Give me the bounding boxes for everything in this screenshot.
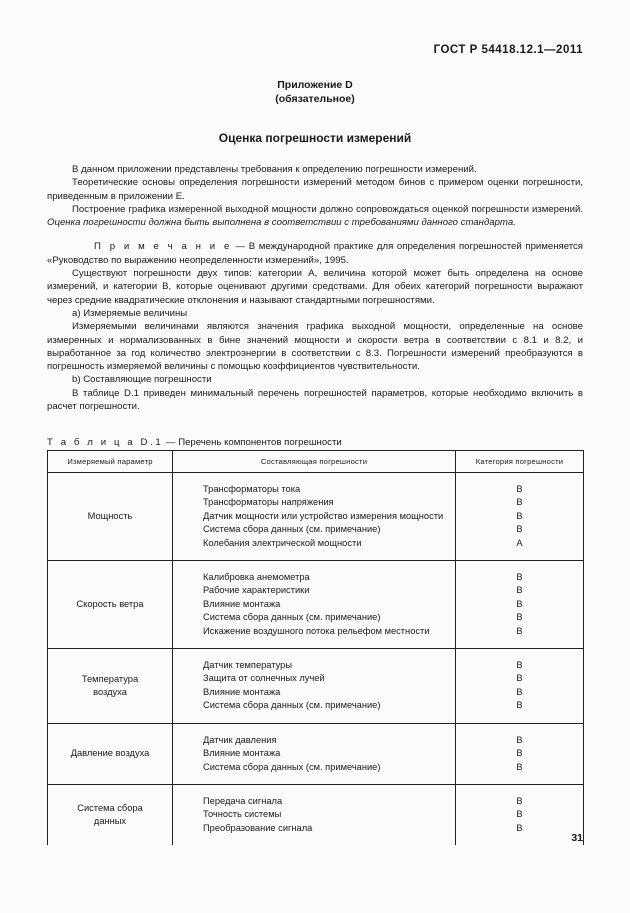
cell-components: [173, 649, 456, 724]
parameter-line: Температура: [81, 673, 139, 684]
paragraph-1: В данном приложении представлены требования к определению погрешности измерений.: [72, 164, 477, 175]
parameter-line: Мощность: [87, 511, 133, 522]
cell-parameter: [48, 784, 173, 845]
note-label: П р и м е ч а н и е: [94, 241, 232, 253]
category-line: B: [516, 497, 523, 508]
category-line: B: [516, 625, 523, 636]
category-line: B: [516, 598, 523, 609]
table-body: [48, 473, 584, 846]
category-line: B: [516, 761, 523, 772]
component-line: Передача сигнала: [203, 795, 283, 806]
cell-components: [173, 473, 456, 561]
column-header-category: Категория погрешности: [456, 451, 584, 473]
category-line: B: [516, 809, 523, 820]
table-row: [48, 473, 584, 561]
table-caption-label: Т а б л и ц а D.1: [47, 437, 164, 448]
note-paragraph: [47, 240, 583, 267]
category-line: B: [516, 822, 523, 833]
paragraph-7-list-b: b) Составляющие погрешности: [72, 374, 212, 386]
page-content: [47, 0, 583, 913]
category-line: B: [516, 572, 523, 583]
table-header-row: [48, 451, 584, 473]
component-line: Влияние монтажа: [203, 748, 281, 759]
cell-categories: [456, 649, 584, 724]
component-line: Колебания электрической мощности: [203, 537, 362, 548]
table-row: [48, 561, 584, 649]
appendix-title: Приложение D: [277, 79, 353, 91]
parameter-line: данных: [93, 816, 127, 827]
component-line: Влияние монтажа: [203, 598, 281, 609]
cell-components: [173, 561, 456, 649]
table-caption: [47, 437, 342, 448]
component-line: Калибровка анемометра: [203, 572, 310, 583]
table-caption-text: — Перечень компонентов погрешности: [163, 437, 342, 448]
paragraph-3-italic: Оценка погрешности должна быть выполнена в соответствии с требованиями данного стандарта.: [47, 217, 516, 229]
category-line: B: [516, 510, 523, 521]
component-line: Система сбора данных (см. примечание): [203, 700, 381, 711]
cell-categories: [456, 473, 584, 561]
component-line: Система сбора данных (см. примечание): [203, 612, 381, 623]
component-line: Система сбора данных (см. примечание): [203, 524, 381, 535]
column-header-component: Составляющая погрешности: [173, 451, 456, 473]
note-text: — В международной практике для определения погрешностей применяется «Руководство по выражению неопределенности измерений», 1995.: [47, 241, 583, 266]
component-line: Датчик давления: [203, 734, 277, 745]
category-line: B: [516, 734, 523, 745]
column-header-parameter: Измеряемый параметр: [48, 451, 173, 473]
paragraph-6: Измеряемыми величинами являются значения графика выходной мощности, определенные на основе измеренных и нормализованных в бине значений мощности и скорости ветра в соответствии с 8.1 и 8.2, и выработанное за год количество электроэнергии в соответствии с 8.3. Погрешности измерений преобразуются в погрешность измеряемой величины с помощью коэффициентов чувствительности.: [47, 321, 583, 373]
component-line: Рабочие характеристики: [203, 585, 310, 596]
cell-categories: [456, 561, 584, 649]
category-line: B: [516, 686, 523, 697]
parameter-line: Давление воздуха: [70, 748, 150, 759]
table-row: [48, 649, 584, 724]
cell-parameter: [48, 723, 173, 784]
standard-id-header: ГОСТ Р 54418.12.1—2011: [433, 44, 583, 56]
paragraph-3-plain: Построение графика измеренной выходной мощности должно сопровождаться оценкой погрешности измерений.: [72, 203, 583, 215]
cell-components: [173, 723, 456, 784]
component-line: Трансформаторы напряжения: [203, 497, 334, 508]
component-line: Система сбора данных (см. примечание): [203, 761, 381, 772]
cell-parameter: [48, 561, 173, 649]
component-line: Датчик мощности или устройство измерения мощности: [203, 510, 444, 521]
parameter-line: Система сбора: [77, 803, 143, 814]
category-line: B: [516, 795, 523, 806]
cell-parameter: [48, 473, 173, 561]
cell-categories: [456, 723, 584, 784]
body-text: [47, 163, 583, 413]
category-line: B: [516, 748, 523, 759]
category-line: B: [516, 660, 523, 671]
paragraph-2: Теоретические основы определения погрешности измерений методом бинов с примером оценки погрешности, приведенным в приложении Е.: [47, 177, 583, 202]
category-line: B: [516, 612, 523, 623]
component-line: Защита от солнечных лучей: [203, 673, 325, 684]
category-line: B: [516, 484, 523, 494]
parameter-line: Скорость ветра: [76, 599, 144, 610]
component-line: Влияние монтажа: [203, 686, 281, 697]
category-line: B: [516, 585, 523, 596]
cell-categories: [456, 784, 584, 845]
category-line: B: [516, 700, 523, 711]
paragraph-5-list-a: a) Измеряемые величины: [72, 307, 188, 319]
component-line: Датчик температуры: [203, 660, 293, 671]
category-line: A: [516, 537, 523, 548]
component-line: Искажение воздушного потока рельефом местности: [203, 625, 430, 636]
table-row: [48, 723, 584, 784]
appendix-heading: [47, 78, 583, 106]
appendix-subtitle: (обязательное): [275, 93, 355, 105]
category-line: B: [516, 524, 523, 535]
paragraph-8: В таблице D.1 приведен минимальный перечень погрешностей параметров, которые необходимо включить в расчет погрешности.: [47, 387, 583, 413]
page-number: 31: [571, 832, 583, 844]
cell-components: [173, 784, 456, 845]
component-line: Точность системы: [203, 809, 282, 820]
page-title: Оценка погрешности измерений: [218, 131, 412, 145]
paragraph-3: [47, 203, 583, 230]
table-row: [48, 784, 584, 845]
component-line: Преобразование сигнала: [203, 822, 313, 833]
uncertainty-components-table: [47, 450, 584, 845]
component-line: Трансформаторы тока: [203, 484, 301, 494]
parameter-line: воздуха: [93, 686, 127, 697]
cell-parameter: [48, 649, 173, 724]
category-line: B: [516, 673, 523, 684]
paragraph-4: Существуют погрешности двух типов: категории А, величина которой может быть определена на основе измерений, и категории В, которые оценивают другими средствами. Для обеих категорий погрешности выражают через средние квадратические отклонения и называют стандартными погрешностями.: [47, 268, 583, 306]
